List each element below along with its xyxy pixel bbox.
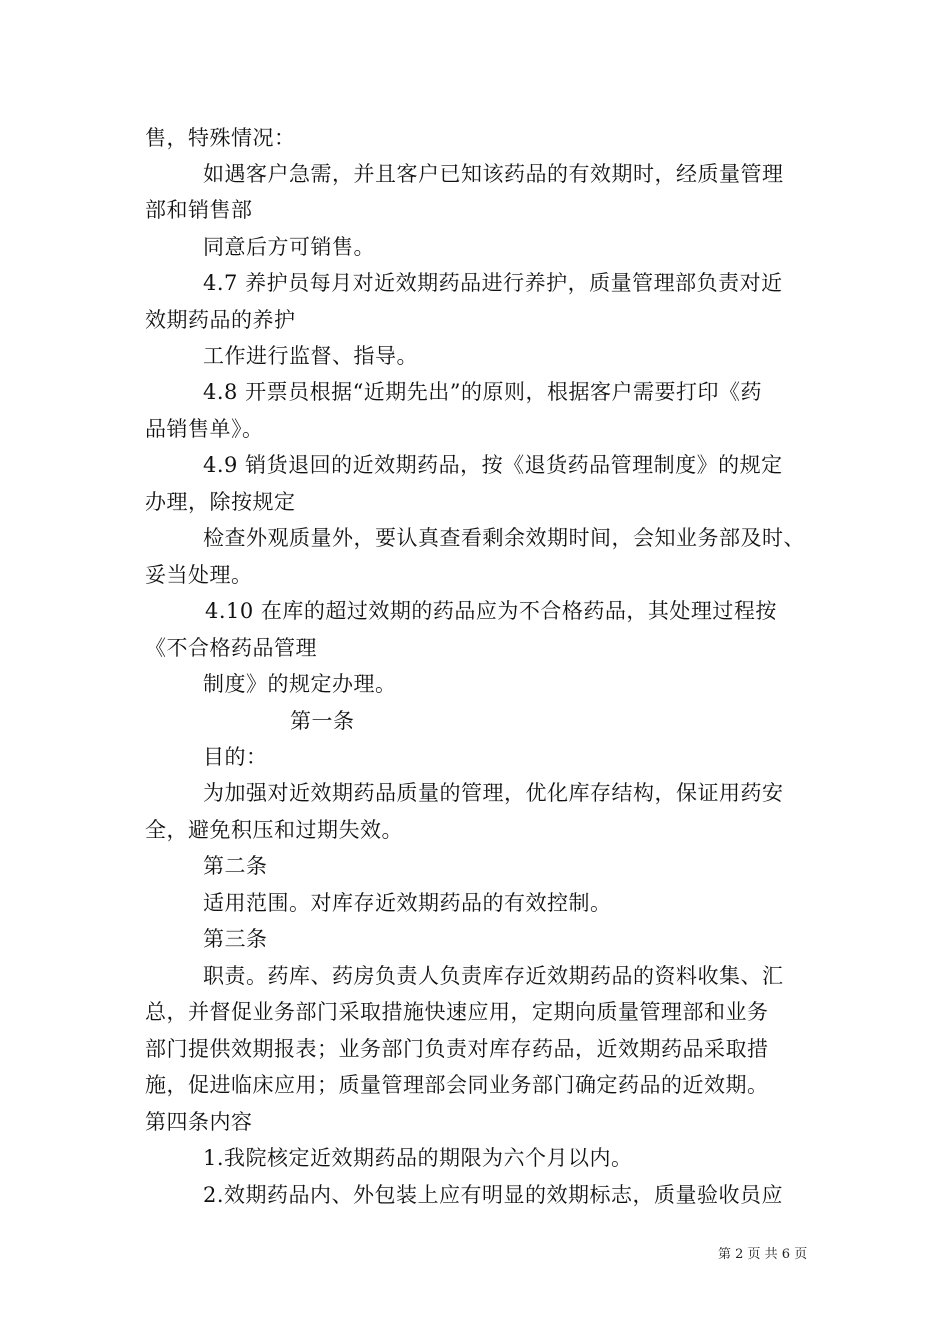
page-number-footer: 第 2 页 共 6 页	[718, 1247, 808, 1262]
text-line: 4.8 开票员根据“近期先出”的原则，根据客户需要打印《药	[203, 380, 763, 404]
text-line: 售，特殊情况：	[145, 126, 296, 150]
text-line: 1.我院核定近效期药品的期限为六个月以内。	[203, 1146, 633, 1170]
text-line: 部和销售部	[145, 198, 253, 222]
section-heading: 第四条内容	[145, 1110, 253, 1134]
text-line: 4.10 在库的超过效期的药品应为不合格药品，其处理过程按	[205, 599, 777, 623]
text-line: 适用范围。对库存近效期药品的有效控制。	[203, 891, 612, 915]
text-line: 部门提供效期报表；业务部门负责对库存药品，近效期药品采取措	[145, 1037, 769, 1061]
text-line: 办理，除按规定	[145, 490, 296, 514]
text-line: 品销售单》。	[145, 417, 264, 441]
text-line: 制度》的规定办理。	[203, 672, 397, 696]
text-line: 如遇客户急需，并且客户已知该药品的有效期时，经质量管理	[203, 162, 784, 186]
text-line: 目的：	[203, 745, 268, 769]
text-line: 2.效期药品内、外包装上应有明显的效期标志，质量验收员应	[203, 1183, 784, 1207]
text-line: 全，避免积压和过期失效。	[145, 818, 403, 842]
text-line: 施，促进临床应用；质量管理部会同业务部门确定药品的近效期。	[145, 1073, 769, 1097]
text-line: 工作进行监督、指导。	[203, 344, 418, 368]
section-heading: 第二条	[203, 854, 268, 878]
text-line: 4.7 养护员每月对近效期药品进行养护，质量管理部负责对近	[203, 271, 783, 295]
text-line: 职责。药库、药房负责人负责库存近效期药品的资料收集、汇	[203, 964, 784, 988]
text-line: 《不合格药品管理	[145, 636, 317, 660]
section-heading: 第一条	[290, 709, 355, 733]
text-line: 效期药品的养护	[145, 308, 296, 332]
section-heading: 第三条	[203, 927, 268, 951]
text-line: 为加强对近效期药品质量的管理，优化库存结构，保证用药安	[203, 781, 784, 805]
text-line: 4.9 销货退回的近效期药品，按《退货药品管理制度》的规定	[203, 453, 783, 477]
text-line: 检查外观质量外，要认真查看剩余效期时间，会知业务部及时、	[203, 526, 805, 550]
text-line: 妥当处理。	[145, 563, 253, 587]
text-line: 总，并督促业务部门采取措施快速应用，定期向质量管理部和业务	[145, 1000, 769, 1024]
text-line: 同意后方可销售。	[203, 235, 375, 259]
